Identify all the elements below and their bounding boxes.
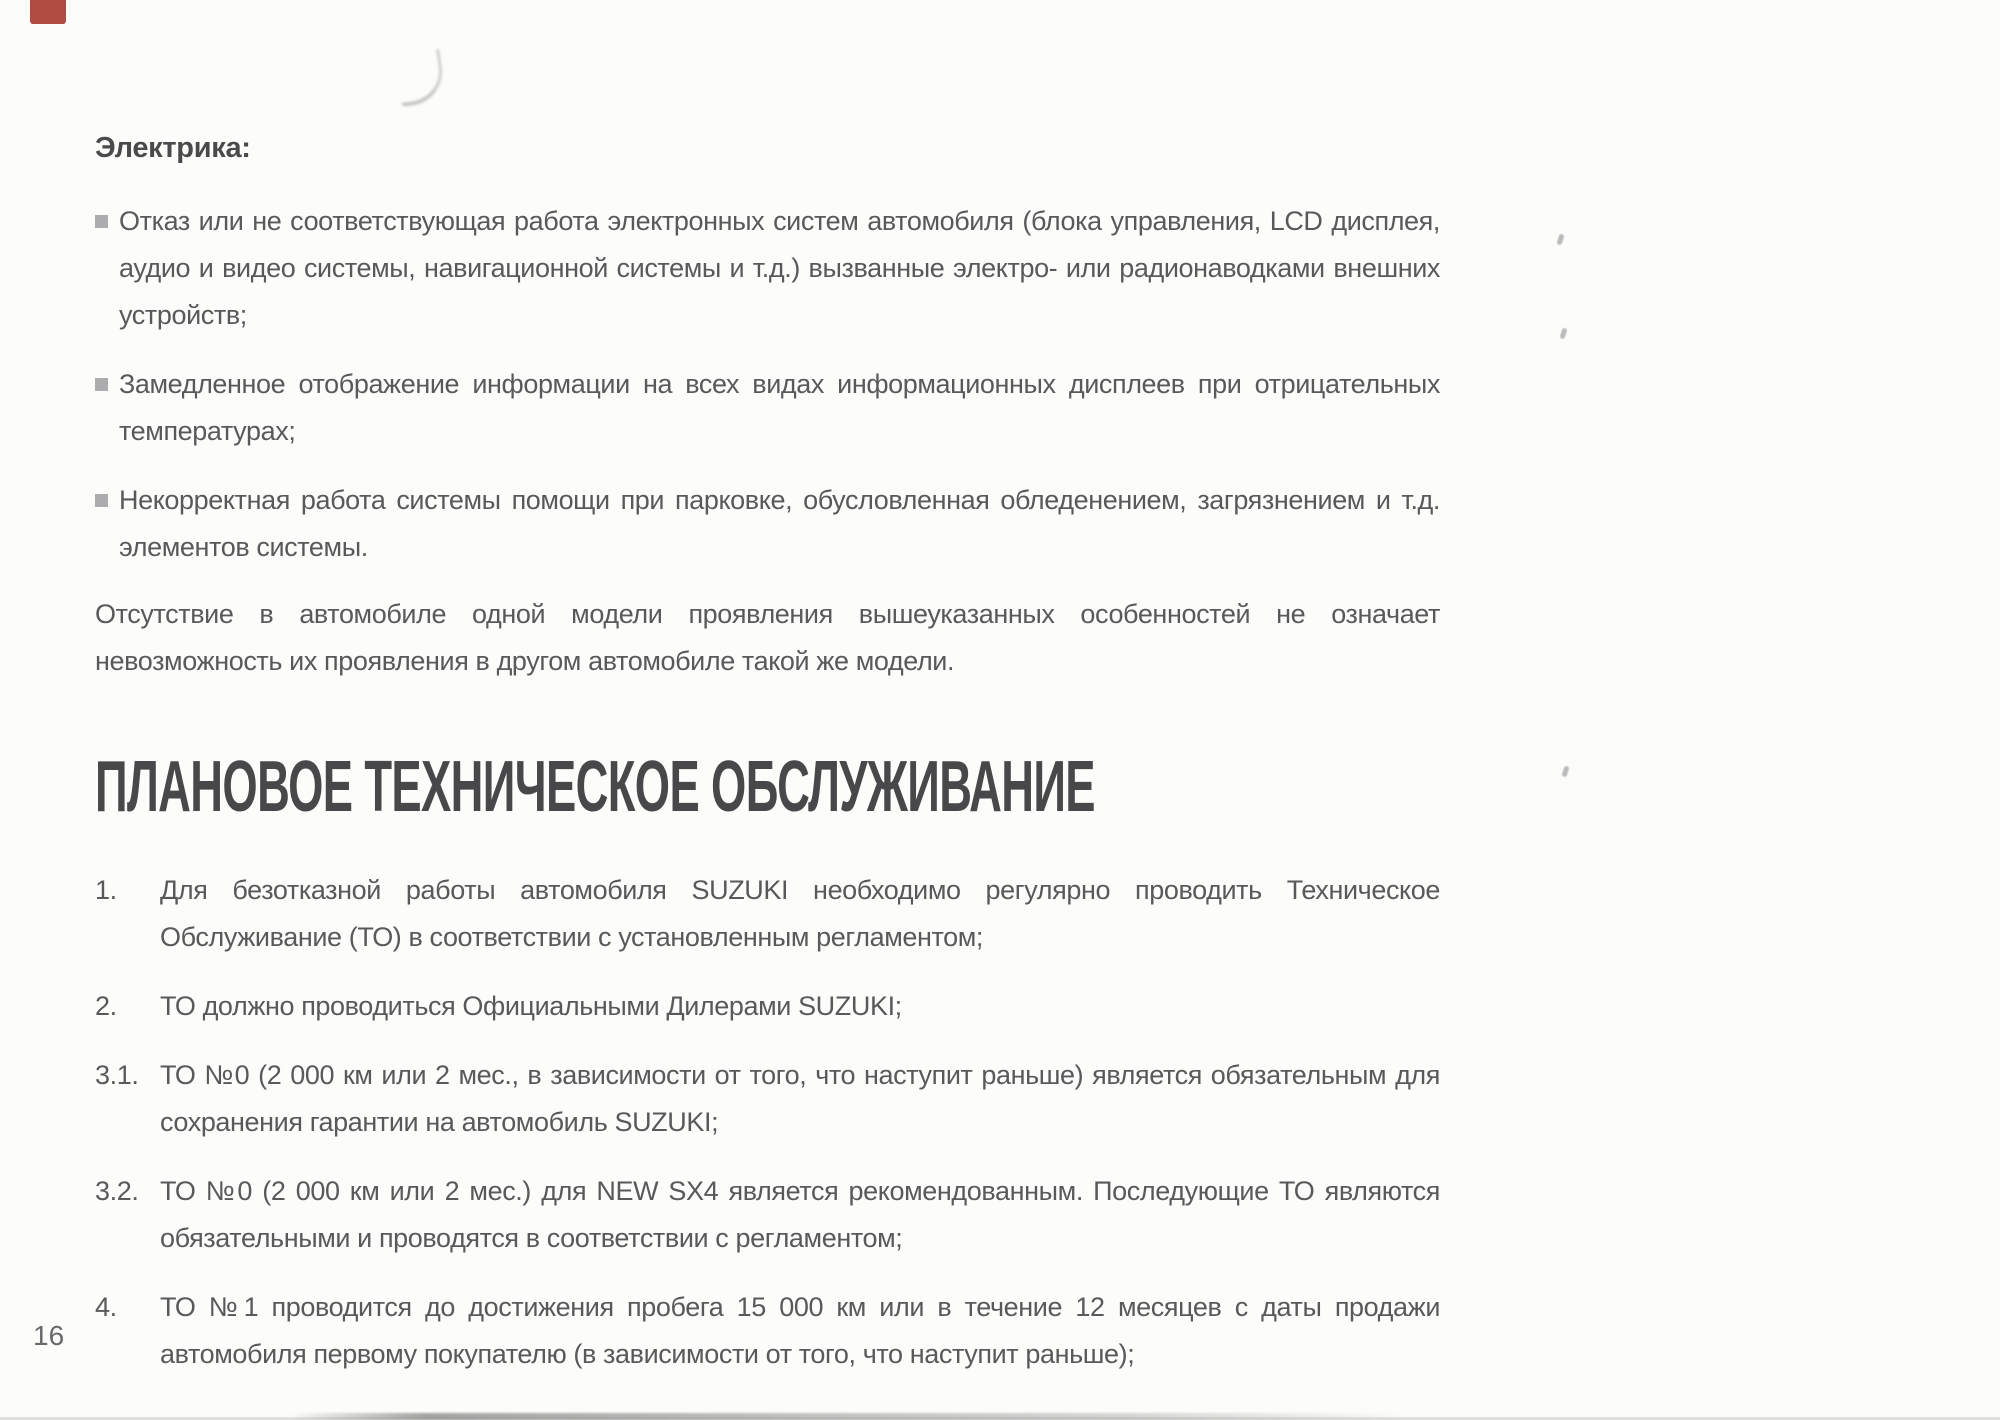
item-number: 2. <box>95 991 117 1021</box>
maintenance-heading <box>95 747 1440 827</box>
item-text: ТО должно проводиться Официальными Дилерами SUZUKI; <box>160 991 902 1021</box>
scan-smudge-artifact <box>395 49 447 107</box>
item-number: 1. <box>95 875 117 905</box>
bullet-item <box>95 361 1440 455</box>
electrics-heading: Электрика: <box>95 132 251 164</box>
scan-speck <box>1556 233 1564 245</box>
item-text: ТО №0 (2 000 км или 2 мес.) для NEW SX4 является рекомендованным. Последующие ТО являются обязательными и проводятся в соответствии с регламентом; <box>160 1176 1440 1253</box>
square-bullet-icon <box>95 378 108 391</box>
scan-speck <box>1561 765 1569 777</box>
bullet-text: Замедленное отображение информации на всех видах информационных дисплеев при отрицательных температурах; <box>119 369 1440 446</box>
item-text: Для безотказной работы автомобиля SUZUKI необходимо регулярно проводить Техническое Обслуживание (ТО) в соответствии с установленным регламентом; <box>160 875 1440 952</box>
item-number: 4. <box>95 1292 117 1322</box>
bullet-item <box>95 477 1440 571</box>
item-text: ТО №0 (2 000 км или 2 мес., в зависимости от того, что наступит раньше) является обязательным для сохранения гарантии на автомобиль SUZUKI; <box>160 1060 1440 1137</box>
square-bullet-icon <box>95 494 108 507</box>
maintenance-heading-text: ПЛАНОВОЕ ТЕХНИЧЕСКОЕ ОБСЛУЖИВАНИЕ <box>95 747 1095 827</box>
numbered-item <box>95 1284 1440 1378</box>
maintenance-numbered-list <box>95 867 1440 1378</box>
electrics-bullet-list <box>95 198 1440 571</box>
item-number: 3.2. <box>95 1176 139 1206</box>
bullet-text: Некорректная работа системы помощи при парковке, обусловленная обледенением, загрязнением и т.д. элементов системы. <box>119 485 1440 562</box>
square-bullet-icon <box>95 215 108 228</box>
electrics-note: Отсутствие в автомобиле одной модели проявления вышеуказанных особенностей не означает невозможность их проявления в другом автомобиле такой же модели. <box>95 599 1440 676</box>
numbered-item <box>95 867 1440 961</box>
numbered-item <box>95 1168 1440 1262</box>
numbered-item <box>95 1052 1440 1146</box>
item-number: 3.1. <box>95 1060 139 1090</box>
bullet-text: Отказ или не соответствующая работа электронных систем автомобиля (блока управления, LCD дисплея, аудио и видео системы, навигационной системы и т.д.) вызванные электро- или радионаводками внешних устройств; <box>119 206 1440 330</box>
numbered-item <box>95 983 1440 1030</box>
bullet-item <box>95 198 1440 339</box>
scan-speck <box>1559 327 1567 339</box>
item-text: ТО №1 проводится до достижения пробега 15 000 км или в течение 12 месяцев с даты продажи автомобиля первому покупателю (в зависимости от того, что наступит раньше); <box>160 1292 1440 1369</box>
page-number: 16 <box>33 1320 65 1351</box>
scan-edge-mark <box>30 0 66 24</box>
